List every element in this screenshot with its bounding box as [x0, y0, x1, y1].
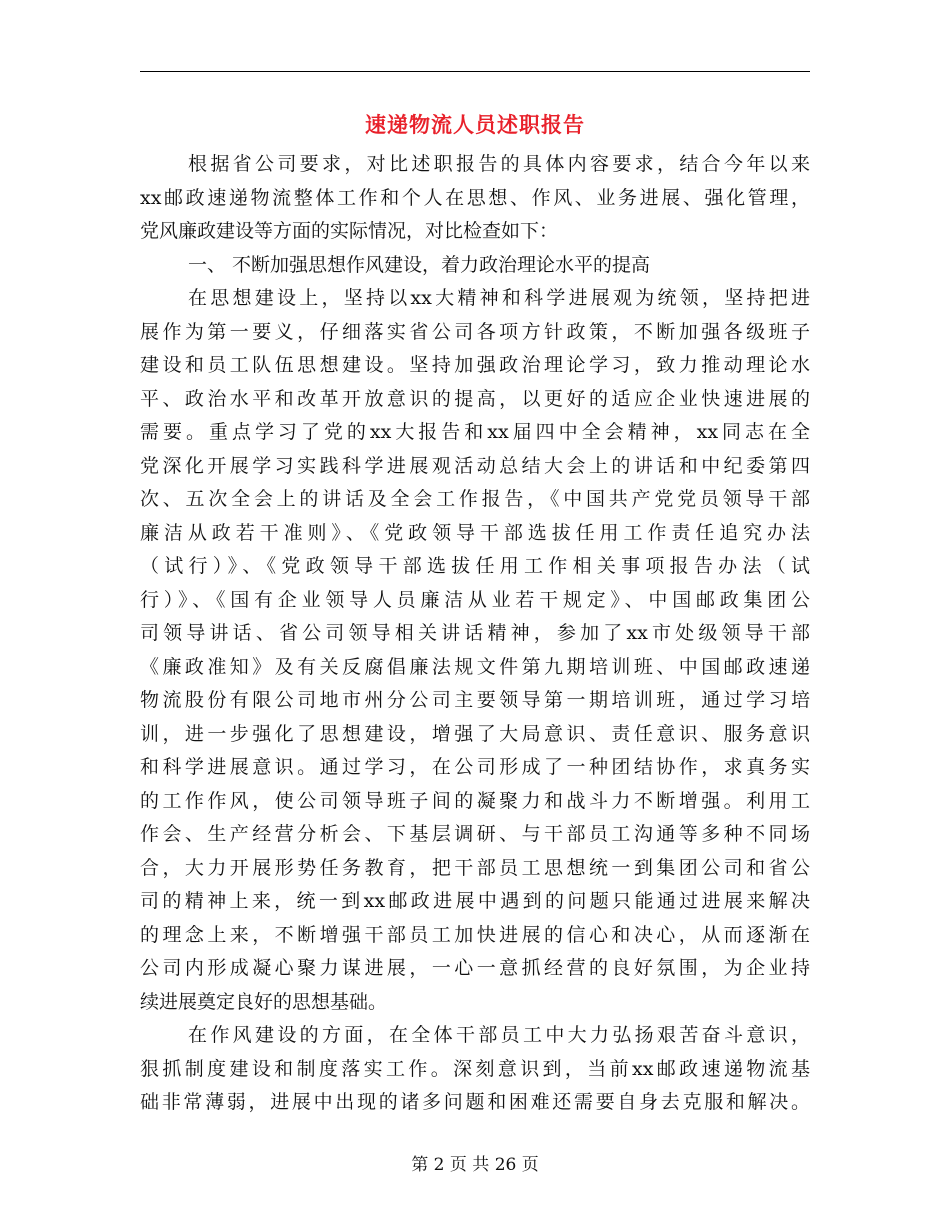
- text-line: 合，大力开展形势任务教育，把干部员工思想统一到集团公司和省公: [140, 856, 810, 879]
- text-line: 平、政治水平和改革开放意识的提高，以更好的适应企业快速进展的: [140, 387, 810, 410]
- text-line: 公司内形成凝心聚力谋进展，一心一意抓经营的良好氛围，为企业持: [140, 957, 810, 979]
- text-line: 础非常薄弱，进展中出现的诸多问题和困难还需要自身去克服和解决。: [140, 1091, 810, 1113]
- text-line: 建设和员工队伍思想建设。坚持加强政治理论学习，致力推动理论水: [140, 354, 810, 376]
- text-line: 一、 不断加强思想作风建设，着力政治理论水平的提高: [188, 253, 651, 276]
- document-title: 速递物流人员述职报告: [365, 112, 585, 137]
- text-line: 在作风建设的方面，在全体干部员工中大力弘扬艰苦奋斗意识，: [188, 1024, 810, 1046]
- text-line: 行）》、《国有企业领导人员廉洁从业若干规定》、中国邮政集团公: [140, 588, 810, 611]
- text-line: 物流股份有限公司地市州分公司主要领导第一期培训班，通过学习培: [140, 689, 810, 711]
- text-line: 廉洁从政若干准则》、《党政领导干部选拔任用工作责任追究办法: [140, 521, 810, 544]
- page-footer: 第 2 页 共 26 页: [411, 1155, 539, 1175]
- header-rule: [140, 71, 810, 72]
- text-line: 的理念上来，不断增强干部员工加快进展的信心和决心，从而逐渐在: [140, 923, 810, 946]
- text-line: 司的精神上来，统一到xx邮政进展中遇到的问题只能通过进展来解决: [140, 890, 810, 912]
- text-line: 党深化开展学习实践科学进展观活动总结大会上的讲话和中纪委第四: [140, 454, 810, 477]
- document-body: [140, 148, 810, 1120]
- text-line: xx邮政速递物流整体工作和个人在思想、作风、业务进展、强化管理，: [140, 186, 810, 209]
- text-line: 展作为第一要义，仔细落实省公司各项方针政策，不断加强各级班子: [140, 320, 810, 343]
- text-line: （试行）》、《党政领导干部选拔任用工作相关事项报告办法（试: [140, 555, 810, 577]
- text-line: 在思想建设上，坚持以xx大精神和科学进展观为统领，坚持把进: [188, 287, 810, 309]
- text-line: 党风廉政建设等方面的实际情况，对比检查如下：: [140, 220, 559, 242]
- text-line: 和科学进展意识。通过学习，在公司形成了一种团结协作，求真务实: [140, 756, 810, 778]
- text-line: 的工作作风，使公司领导班子间的凝聚力和战斗力不断增强。利用工: [140, 789, 810, 812]
- text-line: 狠抓制度建设和制度落实工作。深刻意识到，当前xx邮政速递物流基: [140, 1057, 810, 1080]
- text-line: 《廉政准知》及有关反腐倡廉法规文件第九期培训班、中国邮政速递: [140, 655, 810, 678]
- text-line: 作会、生产经营分析会、下基层调研、与干部员工沟通等多种不同场: [140, 823, 810, 845]
- text-line: 续进展奠定良好的思想基础。: [140, 990, 388, 1013]
- text-line: 次、五次全会上的讲话及全会工作报告，《中国共产党党员领导干部: [140, 488, 810, 510]
- text-line: 训，进一步强化了思想建设，增强了大局意识、责任意识、服务意识: [140, 722, 810, 745]
- text-line: 需要。重点学习了党的xx大报告和xx届四中全会精神，xx同志在全: [140, 421, 810, 443]
- text-line: 根据省公司要求，对比述职报告的具体内容要求，结合今年以来: [188, 153, 810, 175]
- text-line: 司领导讲话、省公司领导相关讲话精神，参加了xx市处级领导干部: [140, 622, 810, 644]
